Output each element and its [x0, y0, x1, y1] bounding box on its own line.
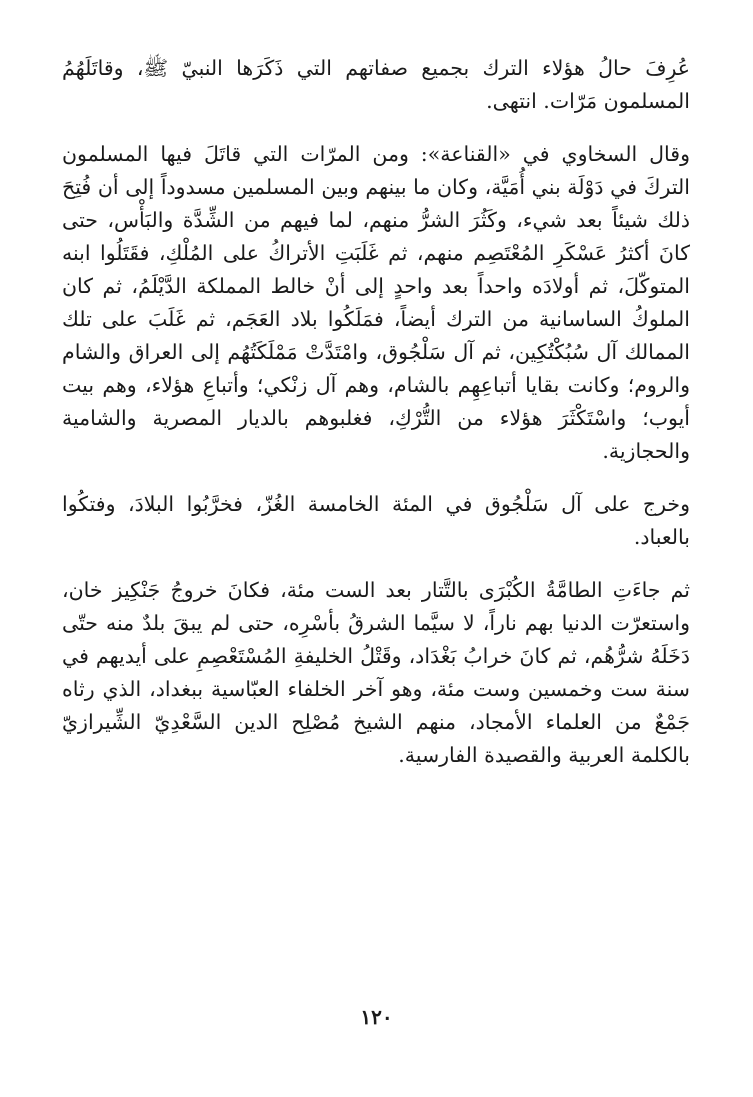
paragraph-3: وخرج على آل سَلْجُوق في المئة الخامسة الغُزّ، فخرَّبُوا البلادَ، وفتكُوا بالعباد. — [62, 492, 690, 549]
page-body — [62, 52, 690, 772]
page-number: ١٢٠ — [360, 1005, 393, 1029]
paragraph-1: عُرِفَ حالُ هؤلاء الترك بجميع صفاتهم التي ذَكَرَها النبيّ ﷺ، وقاتَلَهُمُ المسلمون مَرّات. انتهى. — [62, 56, 690, 113]
paragraph-4: ثم جاءَتِ الطامَّةُ الكُبْرَى بالتَّتار بعد الست مئة، فكانَ خروجُ جَنْكِيز خان، واستعرّت الدنيا بهم ناراً، لا سيَّما الشرقُ بأسْرِه، حتى لم يبقَ بلدٌ منه حتّى دَخَلَهُ شرُّهُم، ثم كانَ خرابُ بَغْدَاد، وقَتْلُ الخليفةِ المُسْتَعْصِمِ على أيديهم في سنة ست وخمسين وست مئة، وهو آخر الخلفاء العبّاسية ببغداد، الذي رثاه جَمْعٌ من العلماء الأمجاد، منهم الشيخ مُصْلِح الدين السَّعْدِيّ الشِّيرازيّ بالكلمة العربية والقصيدة الفارسية. — [62, 578, 690, 767]
paragraph-2: وقال السخاوي في «القناعة»: ومن المرّات التي قاتَلَ فيها المسلمون التركَ في دَوْلَة بني أُمَيَّة، وكان ما بينهم وبين المسلمين مسدوداً إلى أن فُتِحَ ذلك شيئاً بعد شيء، وكَثُرَ الشرُّ منهم، لما فيهم من الشِّدَّة والبَأْس، حتى كانَ أكثرُ عَسْكَرِ المُعْتَصِم منهم، ثم غَلَبَتِ الأتراكُ على المُلْكِ، فقَتَلُوا ابنه المتوكّلَ، ثم أولادَه واحداً بعد واحدٍ إلى أنْ خالط المملكة الدَّيْلَمُ، ثم كان الملوكُ الساسانية من الترك أيضاً، فمَلَكُوا بلاد العَجَم، ثم غَلَبَ على تلك الممالك آل سُبُكْتُكِين، ثم آل سَلْجُوق، وامْتَدَّتْ مَمْلَكَتُهُم إلى العراق والشام والروم؛ وكانت بقايا أتباعِهِم بالشام، وهم آل زنْكي؛ وأتباعِ هؤلاء، وهم بيت أيوب؛ واسْتَكْثَرَ هؤلاء من التُّرْكِ، فغلبوهم بالديار المصرية والشامية والحجازية. — [62, 142, 690, 463]
